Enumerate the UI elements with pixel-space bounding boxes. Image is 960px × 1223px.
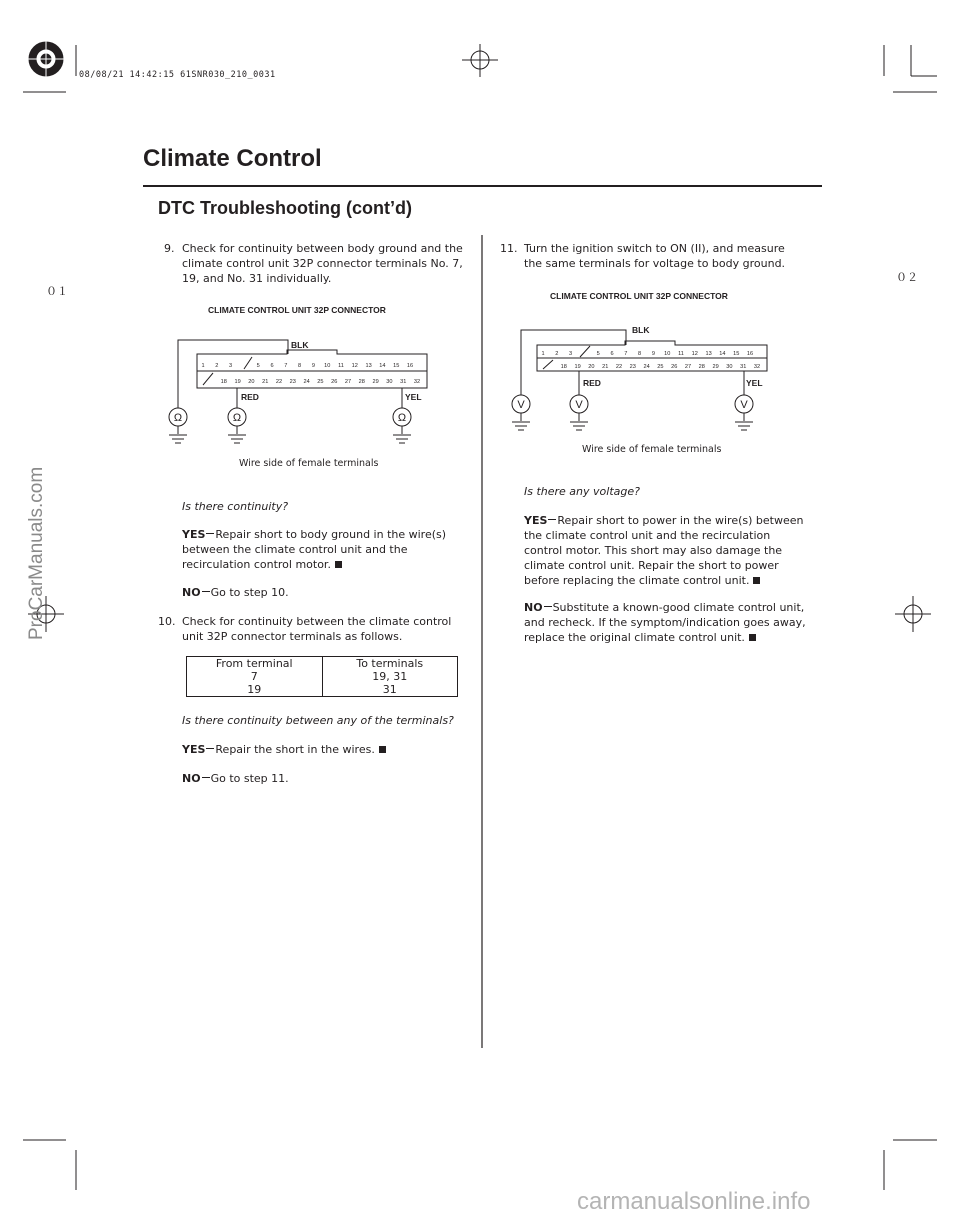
ohm-symbol: Ω [397, 412, 407, 424]
terminal-number: 19 [234, 379, 241, 385]
end-square-icon [379, 746, 386, 753]
connector-blank-slash [543, 360, 553, 369]
print-stamp: 08/08/21 14:42:15 61SNR030_210_0031 [79, 70, 276, 80]
terminal-number: 24 [303, 379, 310, 385]
terminal-number: 14 [379, 363, 386, 369]
terminal-number: 2 [215, 363, 219, 369]
em-dash [206, 748, 214, 749]
terminal-number: 11 [338, 363, 344, 369]
end-square-icon [749, 634, 756, 641]
connector-blank-slash [244, 357, 252, 369]
footer-watermark: carmanualsonline.info [577, 1188, 811, 1215]
volt-symbol: V [517, 399, 525, 411]
step11-no-text: Substitute a known-good climate control unit, and recheck. If the symptom/indication goes away, replace the original climate control unit. [524, 601, 806, 644]
terminal-number: 7 [624, 351, 628, 357]
step10-no-text: Go to step 11. [210, 772, 289, 785]
step11-yes-block [524, 513, 809, 588]
step9-yes-text: Repair short to body ground in the wire(s) between the climate control unit and the recirculation control motor. [182, 528, 447, 571]
table-cell: 31 [322, 683, 458, 697]
terminal-number: 30 [386, 379, 393, 385]
step9-connector-title: CLIMATE CONTROL UNIT 32P CONNECTOR [208, 305, 386, 315]
step9-no-block [182, 585, 467, 600]
wire-label-yel: YEL [405, 392, 422, 402]
terminal-number: 21 [602, 364, 609, 370]
step9-yes-block [182, 527, 467, 572]
terminal-number: 29 [372, 379, 379, 385]
terminal-number: 18 [220, 379, 227, 385]
terminal-number: 23 [289, 379, 296, 385]
terminal-number: 12 [351, 363, 358, 369]
terminal-number: 21 [262, 379, 269, 385]
wire-label-blk: BLK [291, 340, 309, 350]
terminal-number: 15 [733, 351, 740, 357]
ohm-symbol: Ω [173, 412, 183, 424]
terminal-number: 13 [705, 351, 712, 357]
table-header-row [187, 657, 458, 671]
step9-text: Check for continuity between body ground and the climate control unit 32P connector terminals No. 7, 19, and No. 31 individually. [182, 242, 463, 285]
terminal-number: 32 [753, 364, 761, 370]
step11-question: Is there any voltage? [524, 485, 640, 498]
page-title: Climate Control [143, 145, 322, 172]
terminal-number: 25 [657, 364, 664, 370]
em-dash [206, 533, 214, 534]
terminal-number: 13 [365, 363, 372, 369]
terminal-number: 5 [596, 351, 600, 357]
terminal-number: 2 [555, 351, 559, 357]
terminal-number: 28 [358, 379, 365, 385]
no-label: NO [182, 772, 201, 785]
step11-caption: Wire side of female terminals [582, 444, 722, 455]
terminal-number: 27 [344, 379, 352, 385]
wire-label-yel: YEL [746, 378, 763, 388]
yes-label: YES [182, 528, 206, 541]
terminal-number: 11 [678, 351, 684, 357]
terminal-number: 10 [324, 363, 331, 369]
no-label: NO [182, 586, 201, 599]
terminal-number: 12 [691, 351, 698, 357]
step11-connector-title: CLIMATE CONTROL UNIT 32P CONNECTOR [550, 291, 728, 301]
em-dash [548, 519, 556, 520]
terminal-number: 18 [560, 364, 567, 370]
terminal-number: 19 [574, 364, 581, 370]
terminal-number: 22 [615, 364, 623, 370]
terminal-number: 26 [331, 379, 338, 385]
terminal-number: 1 [541, 351, 545, 357]
terminal-number: 10 [664, 351, 671, 357]
step9-number: 9. [164, 242, 175, 255]
terminal-number: 29 [712, 364, 719, 370]
terminal-number: 32 [413, 379, 421, 385]
em-dash [202, 777, 210, 778]
terminal-number: 31 [400, 379, 407, 385]
terminal-number: 16 [746, 351, 754, 357]
table-row [187, 683, 458, 697]
terminal-number: 25 [317, 379, 324, 385]
step9-no-text: Go to step 10. [210, 586, 289, 599]
step10-yes-block [182, 742, 467, 757]
volt-symbol: V [740, 399, 748, 411]
blk-lead [178, 340, 288, 408]
step9-caption: Wire side of female terminals [239, 458, 379, 469]
terminal-number: 8 [638, 351, 642, 357]
yes-label: YES [182, 743, 206, 756]
no-label: NO [524, 601, 543, 614]
end-square-icon [753, 577, 760, 584]
terminal-number: 20 [248, 379, 255, 385]
terminal-number: 23 [629, 364, 636, 370]
yes-label: YES [524, 514, 548, 527]
terminal-number: 22 [275, 379, 283, 385]
ohm-symbol: Ω [232, 412, 242, 424]
side-watermark: ProCarManuals.com [26, 466, 47, 640]
step11-connector-diagram [505, 313, 780, 435]
margin-mark-left: ０１ [46, 285, 68, 298]
terminal-number: 6 [270, 363, 274, 369]
em-dash [544, 606, 552, 607]
terminal-number: 7 [284, 363, 288, 369]
step11-text: Turn the ignition switch to ON (II), and measure the same terminals for voltage to body ground. [524, 242, 786, 270]
wire-label-blk: BLK [632, 325, 650, 335]
terminal-number: 26 [671, 364, 678, 370]
step11-no-block [524, 600, 809, 645]
terminal-number: 28 [698, 364, 705, 370]
step10-text: Check for continuity between the climate control unit 32P connector terminals as follows. [182, 615, 452, 643]
step9-connector-diagram [165, 330, 440, 448]
terminal-number: 20 [588, 364, 595, 370]
step11-number: 11. [500, 242, 518, 255]
terminal-number: 9 [311, 363, 315, 369]
terminal-number: 1 [201, 363, 205, 369]
section-title: DTC Troubleshooting (cont’d) [158, 198, 412, 218]
table-header-cell: To terminals [322, 657, 458, 671]
wire-label-red: RED [241, 392, 259, 402]
terminal-number: 9 [651, 351, 655, 357]
terminal-number: 6 [610, 351, 614, 357]
table-cell: 7 [187, 670, 323, 683]
connector-blank-slash [203, 373, 213, 385]
step10-number: 10. [158, 615, 176, 628]
end-square-icon [335, 561, 342, 568]
terminal-number: 5 [256, 363, 260, 369]
step10-question: Is there continuity between any of the terminals? [182, 714, 454, 727]
margin-mark-right: ０２ [896, 271, 918, 284]
terminal-number: 30 [726, 364, 733, 370]
terminal-number: 15 [393, 363, 400, 369]
step9-question: Is there continuity? [182, 500, 289, 513]
volt-symbol: V [575, 399, 583, 411]
table-cell: 19 [187, 683, 323, 697]
terminal-table [186, 656, 458, 697]
terminal-number: 16 [406, 363, 414, 369]
table-header-cell: From terminal [187, 657, 323, 671]
em-dash [202, 591, 210, 592]
terminal-number: 8 [298, 363, 302, 369]
step10-no-block [182, 771, 467, 786]
terminal-number: 24 [643, 364, 650, 370]
terminal-number: 31 [740, 364, 747, 370]
wire-label-red: RED [583, 378, 601, 388]
table-cell: 19, 31 [322, 670, 458, 683]
terminal-number: 3 [569, 351, 573, 357]
table-row [187, 670, 458, 683]
connector-blank-slash [580, 346, 590, 357]
terminal-number: 14 [719, 351, 726, 357]
step11-yes-text: Repair short to power in the wire(s) between the climate control unit and the recirculation control motor. This short may also damage the climate control unit. Repair the short to power before replacing the climate control unit. [524, 514, 804, 587]
terminal-number: 3 [229, 363, 233, 369]
terminal-number: 27 [684, 364, 692, 370]
step10-yes-text: Repair the short in the wires. [215, 743, 375, 756]
